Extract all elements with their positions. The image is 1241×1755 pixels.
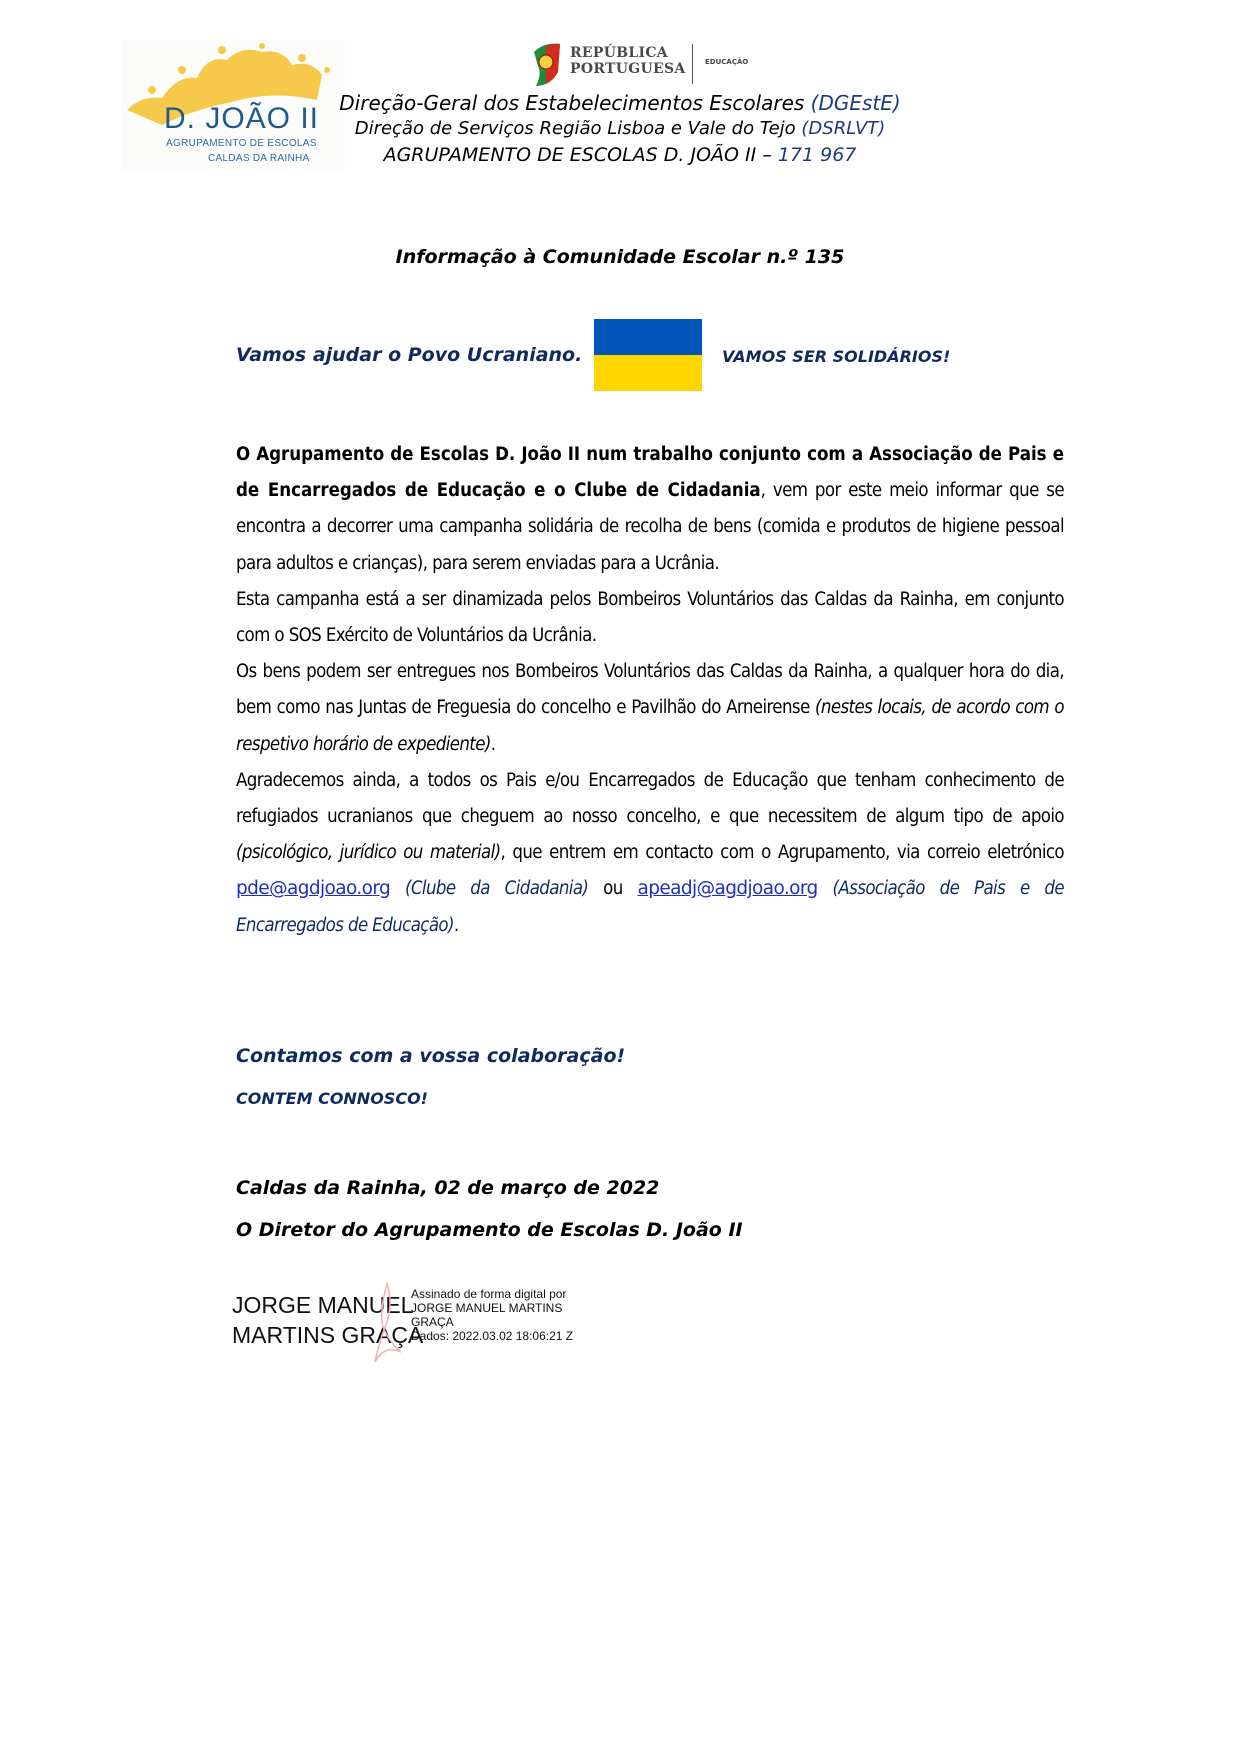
header-line-dsrlvt: Direção de Serviços Região Lisboa e Vale do Tejo (DSRLVT)	[354, 118, 886, 139]
signatory-role: O Diretor do Agrupamento de Escolas D. João II	[236, 1219, 743, 1241]
banner-help-text: Vamos ajudar o Povo Ucraniano.	[236, 344, 583, 366]
signature-name: JORGE MANUEL MARTINS GRAÇA	[232, 1292, 424, 1348]
logo-subtitle: AGRUPAMENTO DE ESCOLAS	[166, 138, 317, 149]
email-link-pde[interactable]: pde@agdjoao.org	[236, 878, 391, 900]
paragraph-contact: Agradecemos ainda, a todos os Pais e/ou Encarregados de Educação que tenham conhecimento de refugiados ucranianos que cheguem ao nosso concelho, e que necessitem de algum tipo de apoio (psicológico, jurídico ou material), que entrem em contacto com o Agrupamento, via correio eletrónico pde@agdjoao.org (Clube da Cidadania) ou apeadj@agdjoao.org (Associação de Pais e de Encarregados de Educação).	[236, 769, 1065, 936]
paragraph-campaign: Esta campanha está a ser dinamizada pelos Bombeiros Voluntários das Caldas da Rainha, em conjunto com o SOS Exército de Voluntários da Ucrânia.	[236, 588, 1064, 647]
email-link-apeadj[interactable]: apeadj@agdjoao.org	[637, 878, 818, 900]
ukraine-flag-icon	[594, 319, 702, 391]
closing-callout: CONTEM CONNOSCO!	[236, 1089, 428, 1108]
paragraph-delivery: Os bens podem ser entregues nos Bombeiros Voluntários das Caldas da Rainha, a qualquer hora do dia, bem como nas Juntas de Freguesia do concelho e Pavilhão do Arneirense (nestes locais, de acordo com o respetivo horário de expediente).	[236, 661, 1064, 755]
flag-yellow-stripe	[594, 355, 702, 391]
acronym: (DGEstE)	[810, 91, 901, 115]
logo-location: CALDAS DA RAINHA	[208, 153, 310, 164]
flag-blue-stripe	[594, 319, 702, 355]
document-body	[236, 437, 1064, 944]
banner-solidarity-text: VAMOS SER SOLIDÁRIOS!	[722, 347, 951, 366]
header-divider	[692, 44, 693, 84]
document-title: Informação à Comunidade Escolar n.º 135	[395, 246, 845, 268]
school-code: 171 967	[777, 144, 857, 166]
republic-line2: PORTUGUESA	[570, 61, 686, 77]
ministry-label: EDUCAÇÃO	[705, 58, 749, 66]
portugal-emblem-icon	[530, 42, 564, 88]
closing-line: Contamos com a vossa colaboração!	[236, 1045, 626, 1067]
paragraph-intro: O Agrupamento de Escolas D. João II num trabalho conjunto com a Associação de Pais e de Encarregados de Educação e o Clube de Cidadania, vem por este meio informar que se encontra a decorrer uma campanha solidária de recolha de bens (comida e produtos de higiene pessoal para adultos e crianças), para serem enviadas para a Ucrânia.	[236, 444, 1065, 574]
place-date: Caldas da Rainha, 02 de março de 2022	[236, 1177, 660, 1199]
republic-logo	[530, 40, 760, 90]
header-line-dgeste: Direção-Geral dos Estabelecimentos Escolares (DGEstE)	[339, 91, 901, 115]
signature-details: Assinado de forma digital por JORGE MANUEL MARTINS GRAÇA Dados: 2022.03.02 18:06:21 Z	[411, 1287, 574, 1343]
header-line-school: AGRUPAMENTO DE ESCOLAS D. JOÃO II – 171 967	[383, 144, 857, 166]
acronym: (DSRLVT)	[801, 118, 886, 139]
logo-title: D. JOÃO II	[164, 102, 320, 135]
republic-line1: REPÚBLICA	[570, 45, 668, 61]
digital-signature-icon	[365, 1282, 405, 1372]
